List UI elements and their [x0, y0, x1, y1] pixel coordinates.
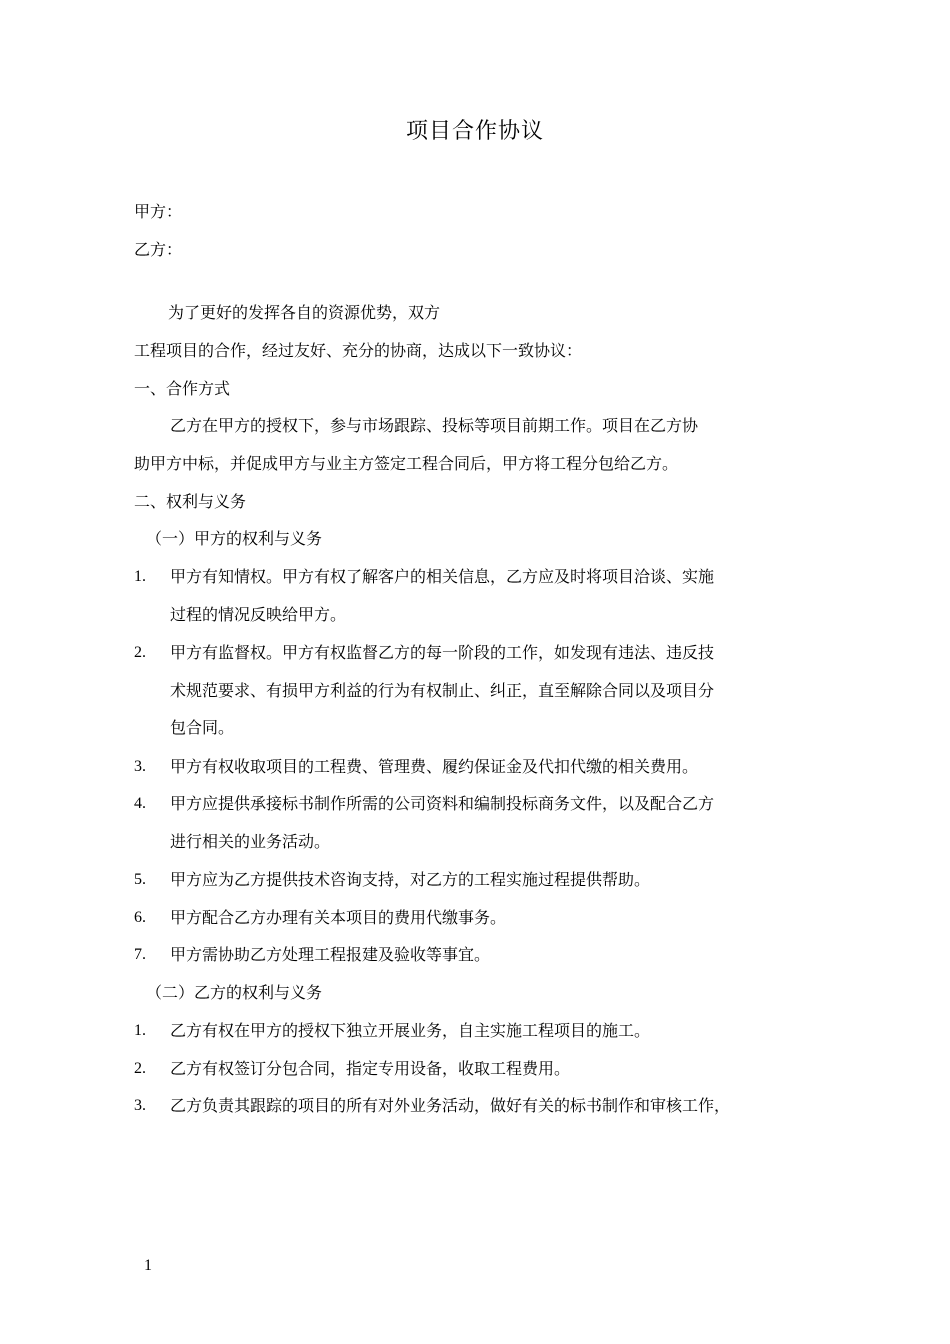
- list-item-number: 1.: [134, 568, 146, 585]
- party-a-label: 甲方：: [134, 202, 183, 221]
- list-item-text: 甲方有权收取项目的工程费、管理费、履约保证金及代扣代缴的相关费用。: [170, 757, 699, 776]
- list-item-number: 2.: [134, 1060, 146, 1077]
- party-b-label: 乙方：: [134, 240, 183, 259]
- subsection-b-heading: （二）乙方的权利与义务: [146, 983, 323, 1002]
- list-item-text: 乙方有权在甲方的授权下独立开展业务，自主实施工程项目的施工。: [170, 1021, 651, 1040]
- list-item-text: 甲方配合乙方办理有关本项目的费用代缴事务。: [170, 908, 507, 927]
- list-item-text: 甲方需协助乙方处理工程报建及验收等事宜。: [170, 945, 491, 964]
- list-item-text: 进行相关的业务活动。: [170, 832, 331, 851]
- list-item-text: 包合同。: [170, 718, 235, 737]
- section-2-heading: 二、权利与义务: [134, 492, 247, 511]
- list-item-text: 乙方负责其跟踪的项目的所有对外业务活动，做好有关的标书制作和审核工作，: [170, 1096, 731, 1115]
- list-item-text: 过程的情况反映给甲方。: [170, 605, 347, 624]
- list-item-number: 7.: [134, 946, 146, 963]
- list-item-number: 5.: [134, 871, 146, 888]
- list-item-number: 3.: [134, 1097, 146, 1114]
- list-item-number: 1.: [134, 1022, 146, 1039]
- subsection-a-heading: （一）甲方的权利与义务: [146, 529, 323, 548]
- list-item-text: 甲方应提供承接标书制作所需的公司资料和编制投标商务文件，以及配合乙方: [170, 794, 715, 813]
- intro-line-2: 工程项目的合作，经过友好、充分的协商，达成以下一致协议：: [134, 341, 583, 360]
- intro-line-1: 为了更好的发挥各自的资源优势，双方: [168, 303, 441, 322]
- list-item-text: 术规范要求、有损甲方利益的行为有权制止、纠正，直至解除合同以及项目分: [170, 681, 715, 700]
- section-1-para-line-1: 乙方在甲方的授权下，参与市场跟踪、投标等项目前期工作。项目在乙方协: [170, 416, 699, 435]
- list-item-number: 6.: [134, 909, 146, 926]
- section-1-heading: 一、合作方式: [134, 379, 231, 398]
- list-item-number: 2.: [134, 644, 146, 661]
- list-item-number: 3.: [134, 758, 146, 775]
- list-item-number: 4.: [134, 795, 146, 812]
- document-title: 项目合作协议: [405, 119, 544, 144]
- list-item-text: 甲方有监督权。甲方有权监督乙方的每一阶段的工作，如发现有违法、违反技: [170, 643, 715, 662]
- list-item-text: 甲方应为乙方提供技术咨询支持，对乙方的工程实施过程提供帮助。: [170, 870, 651, 889]
- list-item-text: 甲方有知情权。甲方有权了解客户的相关信息，乙方应及时将项目洽谈、实施: [170, 567, 715, 586]
- list-item-text: 乙方有权签订分包合同，指定专用设备，收取工程费用。: [170, 1059, 571, 1078]
- section-1-para-line-2: 助甲方中标，并促成甲方与业主方签定工程合同后，甲方将工程分包给乙方。: [134, 454, 679, 473]
- page-number: 1: [144, 1257, 152, 1274]
